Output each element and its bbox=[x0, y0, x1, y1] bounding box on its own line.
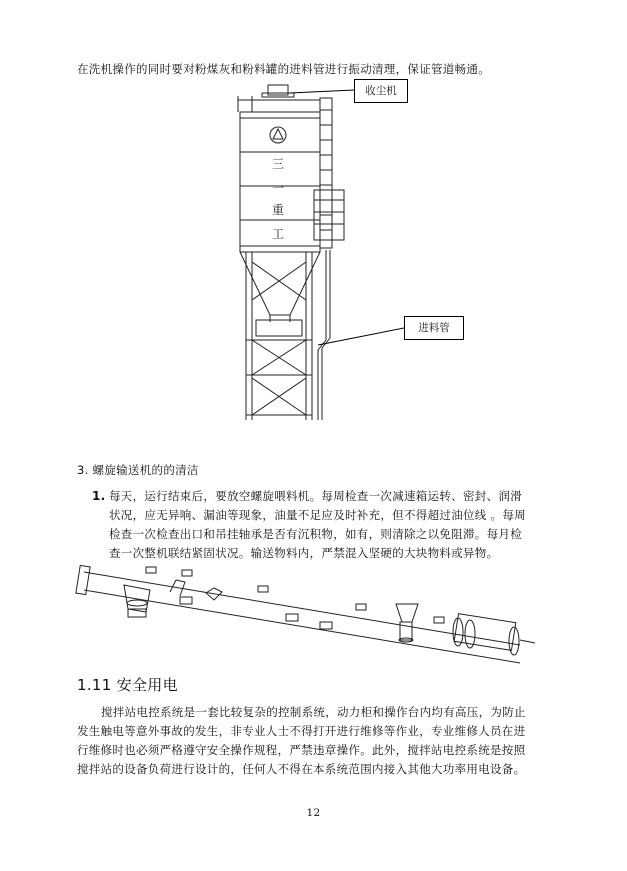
access-ladder bbox=[320, 98, 332, 248]
conveyor-tube bbox=[84, 572, 520, 663]
dust-collector bbox=[268, 85, 288, 95]
item-line-4: 查一次整机联结紧固状况。输送物料内，严禁混入坚硬的大块物料或异物。 bbox=[109, 546, 499, 560]
logo-mark bbox=[270, 127, 286, 143]
platform bbox=[256, 320, 302, 336]
section-3-heading: 3. 螺旋输送机的的清洁 bbox=[77, 463, 199, 477]
silo-cone bbox=[240, 252, 320, 315]
body-line-3: 行维修时也必须严格遵守安全操作规程，严禁违章操作。此外，搅拌站电控系统是按照 bbox=[77, 743, 526, 757]
inlet-hopper bbox=[124, 585, 150, 612]
drive-motor bbox=[454, 614, 516, 651]
section-1-11-heading: 1.11 安全用电 bbox=[77, 676, 178, 694]
body-line-4: 搅拌站的设备负荷进行设计的，任何人不得在本系统范围内接入其他大功率用电设备。 bbox=[77, 762, 526, 776]
svg-text:重: 重 bbox=[272, 203, 285, 217]
item-line-1: 每天，运行结束后，要放空螺旋喂料机。每周检查一次减速箱运转、密封、润滑 bbox=[109, 489, 522, 503]
item-number: 1. bbox=[92, 489, 106, 503]
intro-text: 在洗机操作的同时要对粉煤灰和粉料罐的进料管进行振动清理，保证管道畅通。 bbox=[77, 62, 490, 76]
item-line-2: 状况，应无异响、漏油等现象，油量不足应及时补充，但不得超过油位线 。每周 bbox=[109, 508, 526, 522]
body-line-2: 发生触电等意外事故的发生，非专业人士不得打开进行维修等作业，专业维修人员在进 bbox=[77, 724, 526, 738]
svg-text:工: 工 bbox=[272, 227, 285, 241]
silo-body bbox=[240, 112, 320, 252]
svg-text:一: 一 bbox=[272, 181, 285, 195]
feed-pipe bbox=[318, 250, 326, 420]
label-dust-collector: 收尘机 bbox=[354, 79, 408, 103]
item-line-3: 检查一次检查出口和吊挂轴承是否有沉积物，如有，则清除之以免阻滞。每月检 bbox=[109, 527, 522, 541]
inlet-flange bbox=[76, 565, 90, 594]
page-number: 12 bbox=[306, 807, 321, 819]
outlet-chute bbox=[396, 604, 418, 622]
svg-text:三: 三 bbox=[272, 157, 285, 171]
label-feed-pipe: 进料管 bbox=[404, 316, 464, 340]
body-line-1: 搅拌站电控系统是一套比较复杂的控制系统，动力柜和操作台内均有高压，为防止 bbox=[101, 705, 526, 719]
